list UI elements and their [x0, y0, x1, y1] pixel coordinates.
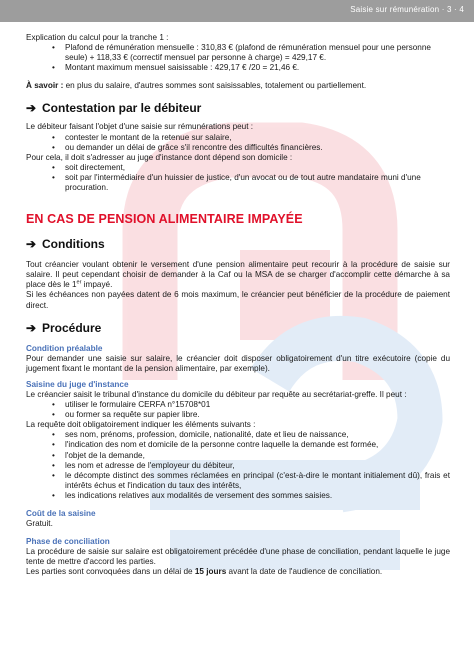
a-savoir-text: en plus du salaire, d'autres sommes sont saisissables, totalement ou partiellement.: [63, 81, 367, 91]
list-item: • Plafond de rémunération mensuelle : 310,83 € (plafond de rémunération mensuel pour une personne seule) + 118,33 € (correctif mensuel par personne à charge) = 429,17 €.: [26, 43, 450, 63]
conciliation-text: La procédure de saisie sur salaire est obligatoirement précédée d'une phase de conciliation, pendant laquelle le juge tente de mettre d'accord les parties.: [26, 547, 450, 567]
contestation-intro: Le débiteur faisant l'objet d'une saisie sur rémunérations peut :: [26, 122, 254, 132]
section-heading-conditions: [26, 237, 450, 252]
contestation-list-2: [26, 163, 450, 193]
list-item: • les indications relatives aux modalités de versement des sommes saisies.: [26, 491, 450, 501]
cout-text: Gratuit.: [26, 519, 53, 529]
list-item: • utiliser le formulaire CERFA n°15708*01: [26, 400, 450, 410]
a-savoir-note: [26, 81, 450, 91]
section-heading-pension: EN CAS DE PENSION ALIMENTAIRE IMPAYÉE: [26, 212, 303, 227]
saisine-text: Le créancier saisit le tribunal d'instance du domicile du débiteur par requête au secrétariat-greffe. Il peut :: [26, 389, 407, 399]
saisine-list: [26, 400, 450, 420]
list-item: • ou demander un délai de grâce s'il rencontre des difficultés financières.: [26, 143, 450, 153]
contestation-intro-2: Pour cela, il doit s'adresser au juge d'instance dont dépend son domicile :: [26, 152, 293, 162]
list-item: • ou former sa requête sur papier libre.: [26, 410, 450, 420]
subheading-saisine: Saisine du juge d'instance: [26, 379, 129, 389]
subheading-conciliation: Phase de conciliation: [26, 537, 110, 547]
arrow-right-icon: ➔: [26, 101, 37, 116]
document-body: [26, 33, 450, 578]
superscript: er: [76, 279, 82, 286]
list-item: • soit directement,: [26, 163, 450, 173]
condition-text: Pour demander une saisie sur salaire, le créancier doit disposer obligatoirement d'un titre exécutoire (copie du jugement fixant le montant de la pension alimentaire, par exemple).: [26, 353, 450, 373]
paragraph-text: avant la date de l'audience de conciliation.: [226, 567, 383, 577]
heading-text: Contestation par le débiteur: [42, 101, 202, 116]
list-item: • le décompte distinct des sommes réclamées en principal (c'est-à-dire le montant initialement dû), frais et intérêts échus et l'indication du taux des intérêts,: [26, 471, 450, 491]
heading-text: Conditions: [42, 237, 105, 252]
subheading-cout: Coût de la saisine: [26, 509, 96, 518]
conciliation-text-2: [26, 567, 450, 577]
heading-text: Procédure: [42, 320, 102, 335]
section-heading-contestation: [26, 101, 450, 116]
page-header: [0, 0, 474, 22]
conditions-paragraph-1: [26, 260, 450, 290]
paragraph-text: impayé.: [81, 280, 113, 290]
arrow-right-icon: ➔: [26, 237, 37, 252]
list-item: • les nom et adresse de l'employeur du débiteur,: [26, 461, 450, 471]
list-item: • ses nom, prénoms, profession, domicile, nationalité, date et lieu de naissance,: [26, 430, 450, 440]
section-heading-procedure: [26, 321, 450, 336]
calc-list: [26, 43, 450, 73]
list-item: • soit par l'intermédiaire d'un huissier de justice, d'un avocat ou de tout autre mandataire muni d'une procuration.: [26, 173, 450, 193]
calc-intro: Explication du calcul pour la tranche 1 :: [26, 33, 169, 42]
paragraph-text: Les parties sont convoquées dans un délai de: [26, 567, 195, 577]
emphasis: 15 jours: [194, 567, 227, 577]
arrow-right-icon: ➔: [26, 320, 37, 335]
list-item: • contester le montant de la retenue sur salaire,: [26, 133, 450, 143]
paragraph-text: Tout créancier voulant obtenir le versement d'une pension alimentaire peut recourir à la procédure de saisie sur salaire. Il peut cependant choisir de demander à la Caf ou la MSA de se charger d'accomplir cette démarche à sa place dès le 1: [26, 260, 450, 290]
list-item: • l'indication des nom et domicile de la personne contre laquelle la demande est formée,: [26, 440, 450, 450]
requete-text: La requête doit obligatoirement indiquer les éléments suivants :: [26, 420, 256, 430]
header-title: Saisie sur rémunération · 3 · 4: [350, 5, 464, 14]
contestation-list: [26, 133, 450, 153]
subheading-condition: Condition préalable: [26, 343, 103, 353]
requete-list: [26, 430, 450, 501]
list-item: • Montant maximum mensuel saisissable : 429,17 € /20 = 21,46 €.: [26, 63, 450, 73]
list-item: • l'objet de la demande,: [26, 451, 450, 461]
conditions-paragraph-2: Si les échéances non payées datent de 6 mois maximum, le créancier peut bénéficier de la procédure de paiement direct.: [26, 290, 450, 310]
a-savoir-label: À savoir :: [26, 81, 64, 91]
